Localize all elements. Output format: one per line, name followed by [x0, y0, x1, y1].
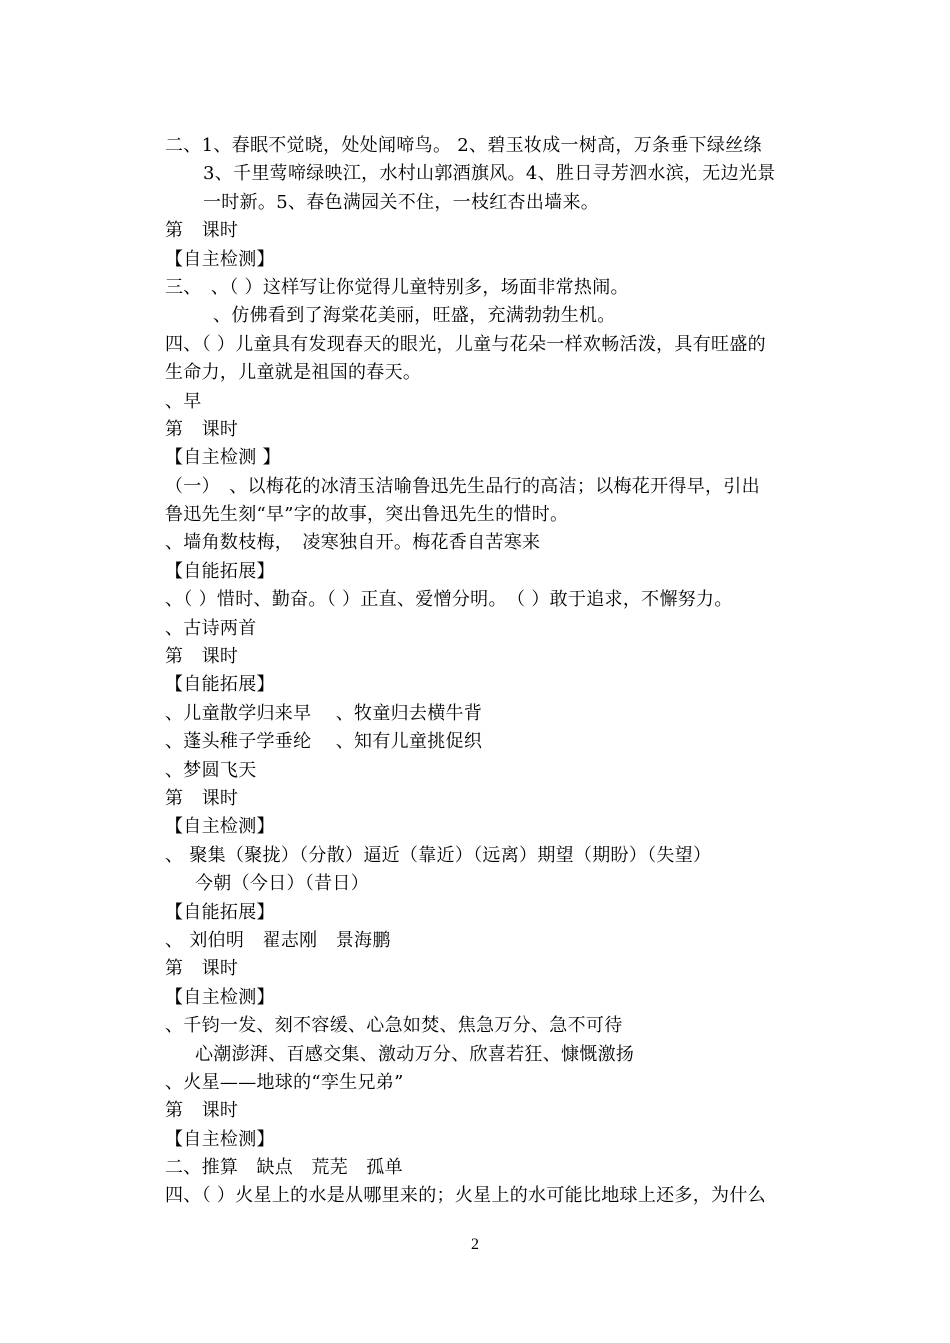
text-line: 【自主检测】	[165, 1128, 275, 1150]
text-line: 【自主检测】	[165, 816, 275, 838]
text-line: 【自主检测 】	[165, 447, 281, 469]
text-line: 二、1、春眠不觉晓，处处闻啼鸟。 2、碧玉妆成一树高，万条垂下绿丝绦	[165, 135, 762, 156]
text-line: 、梦圆飞天	[165, 759, 257, 781]
text-line: 第 课时	[165, 958, 239, 980]
text-line: 第 课时	[165, 1100, 239, 1122]
text-line: 、（ ）惜时、勤奋。（ ）正直、爱憎分明。 （ ）敢于追求，不懈努力。	[165, 589, 733, 611]
text-line: 、仿佛看到了海棠花美丽，旺盛，充满勃勃生机。	[213, 305, 616, 327]
text-line: 、儿童散学归来早 、牧童归去横牛背	[165, 702, 483, 724]
text-line: 、早	[165, 390, 202, 412]
text-line: 、古诗两首	[165, 617, 257, 639]
text-line: 四、（ ）火星上的水是从哪里来的；火星上的水可能比地球上还多，为什么	[165, 1185, 766, 1207]
text-line: 鲁迅先生刻“早”字的故事，突出鲁迅先生的惜时。	[165, 504, 569, 526]
text-line: 第 课时	[165, 220, 239, 242]
text-line: 【自主检测】	[165, 986, 275, 1008]
text-line: 、火星——地球的“孪生兄弟”	[165, 1071, 404, 1093]
text-line: 、 刘伯明 翟志刚 景海鹏	[165, 929, 391, 951]
text-line: （一） 、以梅花的冰清玉洁喻鲁迅先生品行的高洁；以梅花开得早，引出	[165, 475, 760, 497]
text-line: 第 课时	[165, 418, 239, 440]
text-line: 【自能拓展】	[165, 560, 275, 582]
text-line: 【自能拓展】	[165, 674, 275, 696]
document-body	[165, 132, 790, 1211]
text-line: 二、推算 缺点 荒芜 孤单	[165, 1157, 403, 1179]
text-line: 一时新。5、春色满园关不住，一枝红杏出墙来。	[203, 191, 600, 213]
text-line: 四、（ ）儿童具有发现春天的眼光，儿童与花朵一样欢畅活泼，具有旺盛的	[165, 333, 766, 355]
text-line: 第 课时	[165, 646, 239, 668]
text-line: 【自主检测】	[165, 248, 275, 270]
text-line: 心潮澎湃、百感交集、激动万分、欣喜若狂、慷慨激扬	[195, 1043, 635, 1065]
text-line: 、 聚集（聚拢）（分散）逼近（靠近）（远离）期望（期盼）（失望）	[165, 844, 712, 866]
text-line: 生命力，儿童就是祖国的春天。	[165, 362, 422, 384]
text-line: 第 课时	[165, 787, 239, 809]
text-line: 、墙角数枝梅， 凌寒独自开。梅花香自苦寒来	[165, 532, 541, 554]
text-line: 、蓬头稚子学垂纶 、知有儿童挑促织	[165, 731, 483, 753]
text-line: 三、 、（ ）这样写让你觉得儿童特别多，场面非常热闹。	[165, 276, 629, 298]
text-line: 【自能拓展】	[165, 901, 275, 923]
text-line: 3、千里莺啼绿映江，水村山郭酒旗风。4、胜日寻芳泗水滨，无边光景	[203, 163, 776, 185]
page-number: 2	[471, 1236, 479, 1253]
text-line: 、千钧一发、刻不容缓、心急如焚、焦急万分、急不可待	[165, 1015, 623, 1037]
text-line: 今朝（今日）（昔日）	[195, 873, 369, 895]
